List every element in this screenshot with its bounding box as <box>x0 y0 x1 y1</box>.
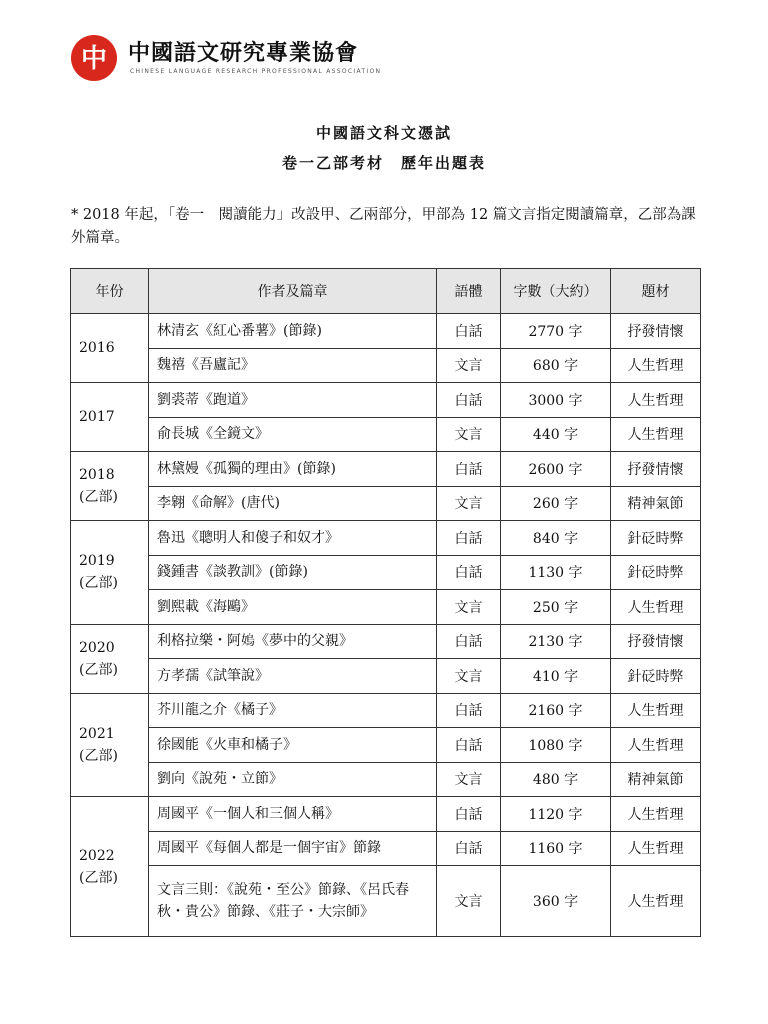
theme-cell: 人生哲理 <box>611 797 701 832</box>
table-row <box>71 762 701 797</box>
words-cell: 2130 字 <box>501 624 611 659</box>
theme-cell: 抒發情懷 <box>611 624 701 659</box>
work-cell: 錢鍾書《談教訓》(節錄) <box>149 555 437 590</box>
words-cell: 1080 字 <box>501 728 611 763</box>
theme-cell: 人生哲理 <box>611 590 701 625</box>
year-cell <box>71 452 149 521</box>
theme-cell: 人生哲理 <box>611 383 701 418</box>
style-cell: 白話 <box>437 624 501 659</box>
words-cell: 250 字 <box>501 590 611 625</box>
header-theme: 題材 <box>611 269 701 314</box>
work-cell: 魯迅《聰明人和傻子和奴才》 <box>149 521 437 556</box>
table-row <box>71 348 701 383</box>
table-row <box>71 486 701 521</box>
table-row <box>71 314 701 349</box>
theme-cell: 人生哲理 <box>611 728 701 763</box>
style-cell: 文言 <box>437 348 501 383</box>
style-cell: 白話 <box>437 521 501 556</box>
work-cell: 劉向《說苑・立節》 <box>149 762 437 797</box>
year-cell <box>71 314 149 383</box>
words-cell: 260 字 <box>501 486 611 521</box>
words-cell: 3000 字 <box>501 383 611 418</box>
work-cell: 劉熙載《海鷗》 <box>149 590 437 625</box>
style-cell: 白話 <box>437 383 501 418</box>
style-cell: 白話 <box>437 452 501 487</box>
theme-cell: 抒發情懷 <box>611 452 701 487</box>
work-cell: 李翱《命解》(唐代) <box>149 486 437 521</box>
work-cell: 周國平《每個人都是一個宇宙》節錄 <box>149 831 437 866</box>
table-row <box>71 866 701 937</box>
year-cell <box>71 693 149 797</box>
style-cell: 白話 <box>437 831 501 866</box>
year-section: (乙部) <box>79 747 118 764</box>
style-cell: 文言 <box>437 486 501 521</box>
words-cell: 1160 字 <box>501 831 611 866</box>
table-row <box>71 555 701 590</box>
year-value: 2021 <box>79 725 115 742</box>
theme-cell: 人生哲理 <box>611 417 701 452</box>
words-cell: 360 字 <box>501 866 611 937</box>
table-row <box>71 659 701 694</box>
note-paragraph: * 2018 年起，「卷一 閱讀能力」改設甲、乙兩部分，甲部為 12 篇文言指定閱讀篇章，乙部為課外篇章。 <box>71 207 696 246</box>
org-name-english: CHINESE LANGUAGE RESEARCH PROFESSIONAL ASSOCIATION <box>130 68 382 75</box>
year-section: (乙部) <box>79 661 118 678</box>
work-cell: 周國平《一個人和三個人稱》 <box>149 797 437 832</box>
work-cell: 利格拉樂・阿𡠄《夢中的父親》 <box>149 624 437 659</box>
theme-cell: 針砭時弊 <box>611 521 701 556</box>
work-cell: 林黛嫚《孤獨的理由》(節錄) <box>149 452 437 487</box>
year-value: 2018 <box>79 467 115 483</box>
year-section: (乙部) <box>79 869 118 886</box>
year-value: 2020 <box>79 639 115 656</box>
work-cell: 芥川龍之介《橘子》 <box>149 693 437 728</box>
year-cell <box>71 624 149 693</box>
words-cell: 840 字 <box>501 521 611 556</box>
table-row <box>71 383 701 418</box>
year-section: (乙部) <box>79 575 118 592</box>
table-row <box>71 452 701 487</box>
header-style: 語體 <box>437 269 501 314</box>
theme-cell: 人生哲理 <box>611 693 701 728</box>
year-cell <box>71 383 149 452</box>
table-row <box>71 693 701 728</box>
work-cell: 徐國能《火車和橘子》 <box>149 728 437 763</box>
words-cell: 410 字 <box>501 659 611 694</box>
table-row <box>71 797 701 832</box>
org-name: 中國語文研究專業協會 <box>128 40 359 66</box>
words-cell: 480 字 <box>501 762 611 797</box>
style-cell: 文言 <box>437 866 501 937</box>
work-cell: 方孝孺《試筆說》 <box>149 659 437 694</box>
theme-cell: 抒發情懷 <box>611 314 701 349</box>
table-row <box>71 417 701 452</box>
theme-cell: 精神氣節 <box>611 762 701 797</box>
year-cell <box>71 797 149 937</box>
style-cell: 白話 <box>437 797 501 832</box>
words-cell: 2770 字 <box>501 314 611 349</box>
words-cell: 1130 字 <box>501 555 611 590</box>
document-title: 中國語文科文憑試 <box>315 124 452 142</box>
words-cell: 440 字 <box>501 417 611 452</box>
style-cell: 文言 <box>437 762 501 797</box>
table-row <box>71 590 701 625</box>
style-cell: 白話 <box>437 555 501 590</box>
year-value: 2019 <box>79 553 115 570</box>
theme-cell: 針砭時弊 <box>611 555 701 590</box>
theme-cell: 人生哲理 <box>611 348 701 383</box>
work-cell: 林清玄《紅心番薯》(節錄) <box>149 314 437 349</box>
header-work: 作者及篇章 <box>149 269 437 314</box>
theme-cell: 人生哲理 <box>611 866 701 937</box>
table-row <box>71 521 701 556</box>
header-year: 年份 <box>71 269 149 314</box>
work-cell: 文言三則：《說苑・至公》節錄、《呂氏春秋・貴公》節錄、《莊子・大宗師》 <box>149 866 437 937</box>
table-header-row <box>71 269 701 314</box>
words-cell: 2600 字 <box>501 452 611 487</box>
style-cell: 白話 <box>437 693 501 728</box>
style-cell: 文言 <box>437 417 501 452</box>
words-cell: 2160 字 <box>501 693 611 728</box>
year-section: (乙部) <box>79 489 118 505</box>
theme-cell: 針砭時弊 <box>611 659 701 694</box>
year-cell <box>71 521 149 625</box>
style-cell: 白話 <box>437 728 501 763</box>
logo-glyph: 中 <box>80 44 108 74</box>
table-row <box>71 831 701 866</box>
work-cell: 俞長城《全鏡文》 <box>149 417 437 452</box>
words-cell: 1120 字 <box>501 797 611 832</box>
style-cell: 白話 <box>437 314 501 349</box>
style-cell: 文言 <box>437 659 501 694</box>
year-value: 2022 <box>79 847 115 864</box>
style-cell: 文言 <box>437 590 501 625</box>
table-row <box>71 624 701 659</box>
theme-cell: 人生哲理 <box>611 831 701 866</box>
association-logo <box>68 32 120 84</box>
work-cell: 魏禧《吾廬記》 <box>149 348 437 383</box>
exam-table <box>70 268 701 937</box>
table-row <box>71 728 701 763</box>
work-cell: 劉裘蒂《跑道》 <box>149 383 437 418</box>
words-cell: 680 字 <box>501 348 611 383</box>
header-words: 字數（大約） <box>501 269 611 314</box>
document-subtitle: 卷一乙部考材 歷年出題表 <box>281 154 486 172</box>
year-value: 2016 <box>79 340 115 356</box>
theme-cell: 精神氣節 <box>611 486 701 521</box>
year-value: 2017 <box>79 409 115 425</box>
